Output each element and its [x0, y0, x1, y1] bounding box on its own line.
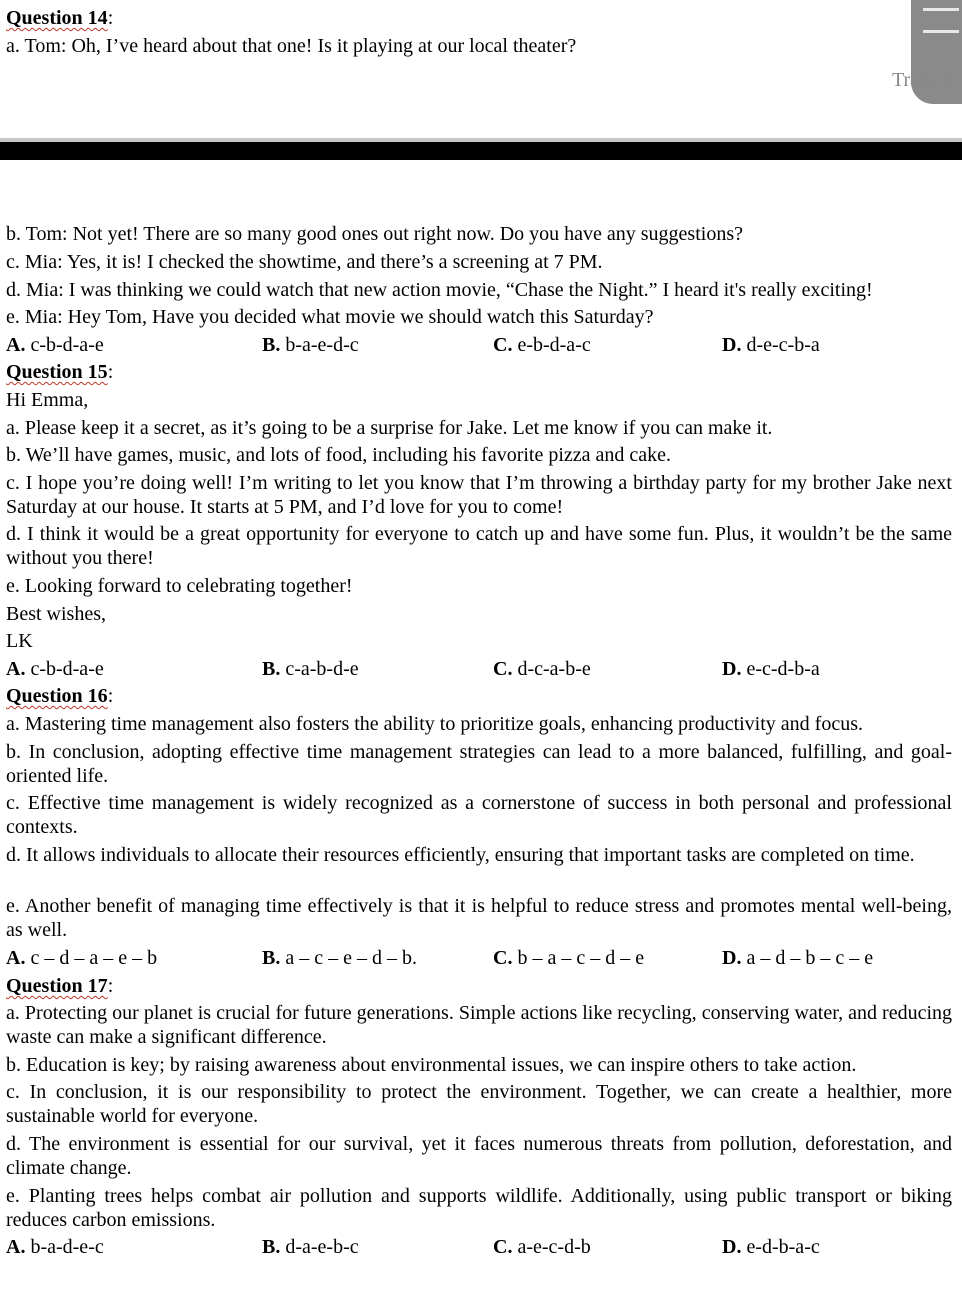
q17-option-a[interactable]: A. b-a-d-e-c [6, 1236, 104, 1258]
q15-option-d[interactable]: D. e-c-d-b-a [722, 658, 820, 680]
question-15-heading: Question 15: [6, 361, 114, 383]
q17-item-e: e. Planting trees helps combat air pollution and supports wildlife. Additionally, using public transport or biking reduces carbon emissions. [6, 1185, 952, 1231]
q15-signature: LK [6, 630, 33, 652]
q14-item-a: a. Tom: Oh, I’ve heard about that one! Is it playing at our local theater? [6, 35, 577, 57]
q14-option-c[interactable]: C. e-b-d-a-c [493, 334, 591, 356]
q16-option-b[interactable]: B. a – c – e – d – b. [262, 947, 417, 969]
q15-greeting: Hi Emma, [6, 389, 89, 411]
q15-option-b[interactable]: B. c-a-b-d-e [262, 658, 359, 680]
page-break-bar [0, 142, 962, 160]
q17-item-b: b. Education is key; by raising awareness about environmental issues, we can inspire others to take action. [6, 1054, 857, 1076]
q15-item-e: e. Looking forward to celebrating together! [6, 575, 353, 597]
q16-item-b: b. In conclusion, adopting effective time management strategies can lead to a more balanced, fulfilling, and goal-oriented life. [6, 741, 952, 787]
q15-option-c[interactable]: C. d-c-a-b-e [493, 658, 591, 680]
q15-item-c: c. I hope you’re doing well! I’m writing to let you know that I’m throwing a birthday party for my brother Jake next Saturday at our house. It starts at 5 PM, and I’d love for you to come! [6, 472, 952, 518]
q14-item-b: b. Tom: Not yet! There are so many good ones out right now. Do you have any suggestions? [6, 223, 743, 245]
q14-item-d: d. Mia: I was thinking we could watch that new action movie, “Chase the Night.” I heard it's really exciting! [6, 279, 873, 301]
q14-option-b[interactable]: B. b-a-e-d-c [262, 334, 359, 356]
q16-item-a: a. Mastering time management also fosters the ability to prioritize goals, enhancing productivity and focus. [6, 713, 863, 735]
q16-item-d: d. It allows individuals to allocate their resources efficiently, ensuring that important tasks are completed on time. [6, 844, 915, 866]
q17-option-d[interactable]: D. e-d-b-a-c [722, 1236, 820, 1258]
q14-item-c: c. Mia: Yes, it is! I checked the showtime, and there’s a screening at 7 PM. [6, 251, 603, 273]
q16-item-e: e. Another benefit of managing time effectively is that it is helpful to reduce stress and promotes mental well-being, as well. [6, 895, 952, 941]
menu-line-icon [923, 8, 959, 11]
q17-item-c: c. In conclusion, it is our responsibility to protect the environment. Together, we can create a healthier, more sustainable world for everyone. [6, 1081, 952, 1127]
question-14-heading: Question 14: [6, 7, 114, 29]
q17-option-b[interactable]: B. d-a-e-b-c [262, 1236, 359, 1258]
q14-option-a[interactable]: A. c-b-d-a-e [6, 334, 104, 356]
q14-option-d[interactable]: D. d-e-c-b-a [722, 334, 820, 356]
question-17-heading: Question 17: [6, 975, 114, 997]
q14-item-e: e. Mia: Hey Tom, Have you decided what movie we should watch this Saturday? [6, 306, 654, 328]
q16-option-d[interactable]: D. a – d – b – c – e [722, 947, 874, 969]
menu-line-icon [923, 30, 959, 33]
page-label: Trang 1 [891, 69, 954, 91]
q15-item-a: a. Please keep it a secret, as it’s going to be a surprise for Jake. Let me know if you can make it. [6, 417, 773, 439]
q16-option-c[interactable]: C. b – a – c – d – e [493, 947, 645, 969]
q15-option-a[interactable]: A. c-b-d-a-e [6, 658, 104, 680]
q16-option-a[interactable]: A. c – d – a – e – b [6, 947, 158, 969]
q15-item-b: b. We’ll have games, music, and lots of food, including his favorite pizza and cake. [6, 444, 672, 466]
q17-option-c[interactable]: C. a-e-c-d-b [493, 1236, 591, 1258]
q17-item-a: a. Protecting our planet is crucial for future generations. Simple actions like recycling, conserving water, and reducing waste can make a significant difference. [6, 1002, 952, 1048]
question-16-heading: Question 16: [6, 685, 114, 707]
q17-item-d: d. The environment is essential for our survival, yet it faces numerous threats from pollution, deforestation, and climate change. [6, 1133, 952, 1179]
q15-closing: Best wishes, [6, 603, 106, 625]
q15-item-d: d. I think it would be a great opportunity for everyone to catch up and have some fun. Plus, it wouldn’t be the same without you there! [6, 523, 952, 569]
q16-item-c: c. Effective time management is widely recognized as a cornerstone of success in both personal and professional contexts. [6, 792, 952, 838]
